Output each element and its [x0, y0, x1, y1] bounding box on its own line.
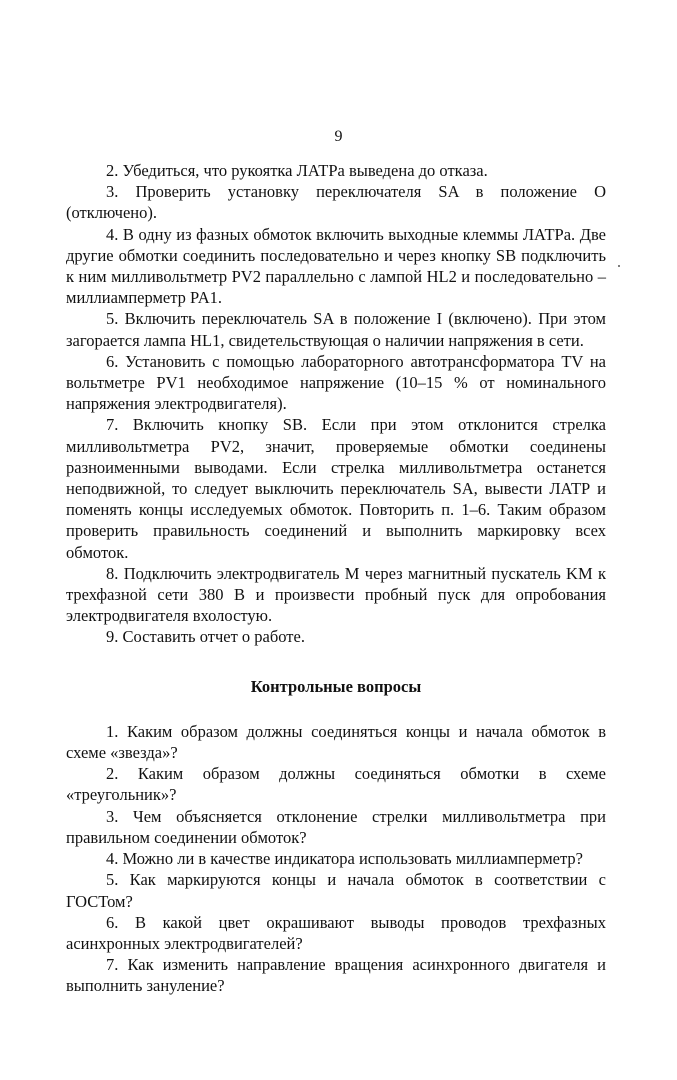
step-9: 9. Составить отчет о работе.: [106, 627, 305, 647]
question-4: 4. Можно ли в качестве индикатора использовать миллиамперметр?: [106, 849, 583, 869]
section-heading: Контрольные вопросы: [250, 676, 422, 696]
page-number: 9: [334, 128, 343, 145]
question-1: 1. Каким образом должны соединяться концы и начала обмоток в схеме «звезда»?: [66, 721, 606, 763]
step-6: 6. Установить с помощью лабораторного автотрансформатора TV на вольтметре PV1 необходимое напряжение (10–15 % от номинального напряжения электродвигателя).: [66, 351, 606, 414]
procedure-steps: [66, 160, 606, 648]
question-2: 2. Каким образом должны соединяться обмотки в схеме «треугольник»?: [66, 764, 606, 805]
question-6: 6. В какой цвет окрашивают выводы проводов трехфазных асинхронных электродвигателей?: [66, 912, 606, 953]
step-2: 2. Убедиться, что рукоятка ЛАТРа выведена до отказа.: [106, 161, 488, 180]
scan-speck: [618, 265, 620, 267]
step-5: 5. Включить переключатель SA в положение I (включено). При этом загорается лампа HL1, свидетельствующая о наличии напряжения в сети.: [66, 309, 606, 350]
step-7: 7. Включить кнопку SB. Если при этом отклонится стрелка милливольтметра PV2, значит, проверяемые обмотки соединены разноименными выводами. Если стрелка милливольтметра останется неподвижной, то следует выключить переключатель SA, вывести ЛАТР и поменять концы исследуемых обмоток. Повторить п. 1–6. Таким образом проверить правильность соединений и выполнить маркировку всех обмоток.: [66, 415, 606, 562]
step-8: 8. Подключить электродвигатель M через магнитный пускатель KM к трехфазной сети 380 В и произвести пробный пуск для опробования электродвигателя вхолостую.: [66, 563, 606, 626]
question-5: 5. Как маркируются концы и начала обмоток в соответствии с ГОСТом?: [66, 870, 606, 911]
question-7: 7. Как изменить направление вращения асинхронного двигателя и выполнить зануление?: [66, 955, 606, 996]
page-body: [66, 160, 606, 997]
question-3: 3. Чем объясняется отклонение стрелки милливольтметра при правильном соединении обмоток?: [66, 806, 606, 847]
step-4: 4. В одну из фазных обмоток включить выходные клеммы ЛАТРа. Две другие обмотки соединить последовательно и через кнопку SB подключить к ним милливольтметр PV2 параллельно с лампой HL2 и последовательно – миллиамперметр PA1.: [66, 224, 606, 308]
control-questions: [66, 721, 606, 997]
step-3: 3. Проверить установку переключателя SA в положение O (отключено).: [66, 182, 606, 223]
